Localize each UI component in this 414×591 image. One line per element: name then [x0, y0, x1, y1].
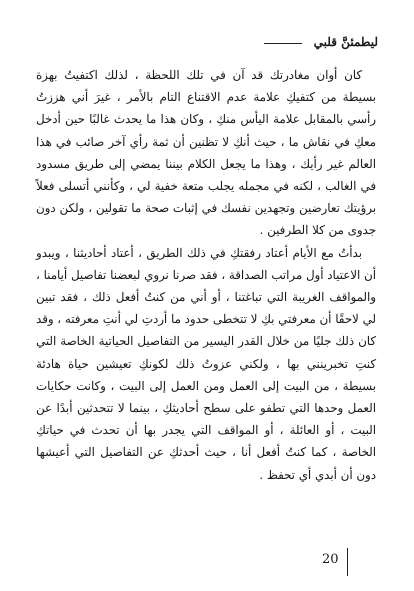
page-footer: [0, 548, 414, 578]
paragraph: كان أوان مغادرتك قد آن في تلك اللحظة ، لذلك اكتفيتُ بهزة بسيطة من كتفيكِ علامة عدم الاقتناع التام بالأمر ، غيرَ أني هززتُ رأسي بالمقابل علامة اليأس منكِ ، وكان هذا ما يحدث غالبًا حين أدخل معكِ في نقاش ما ، حيث أنكِ لا تظنين أن ثمة رأي آخر صائب في هذا العالم غير رأيك ، وهذا ما يجعل الكلام بيننا يمضي إلى طريق مسدود في الغالب ، لكنه في مجمله يجلب متعة خفية لي ، وكأنني أتسلى فعلاً برؤيتك تعارضين وتجهدين نفسك في إثبات صحة ما تقولين ، ولكن دون جدوى من كلا الطرفين .: [36, 68, 376, 238]
header-rule: [264, 43, 302, 44]
footer-rule: [347, 548, 348, 576]
body-text: [36, 64, 376, 486]
page-number: 20: [322, 552, 339, 567]
paragraph: بدأتُ مع الأيام أعتاد رفقتكِ في ذلك الطريق ، أعتاد أحاديثنا ، ويبدو أن الاعتياد أول مراتب الصداقة ، فقد صرنا نروي لبعضنا تفاصيل أيامنا ، والمواقف الغريبة التي تباغتنا ، أو أني من كنتُ أفعل ذلك ، فقد تبين لي لاحقًا أن معرفتي بكِ لا تتخطى حدود ما أردتِ لي أنتِ معرفته ، وقد كان ذلك جليًا من خلال القدر اليسير من التفاصيل الحياتية الخاصة التي كنتِ تخبرينني بها ، ولكني عزوتُ ذلك لكونكِ تعيشين حياة هادئة بسيطة ، من البيت إلى العمل ومن العمل إلى البيت ، وكانت حكايات العمل وحدها التي تطفو على سطح أحاديثكِ ، بينما لا تتحدثين أبدًا عن البيت ، أو العائلة ، أو المواقف التي يجدر بها أن تحدث في حياتكِ الخاصة ، كما كنتُ أفعل أنا ، حيث أحدثكِ عن التفاصيل التي أعيشها دون أن أبدي أي تحفظ .: [36, 245, 376, 482]
running-header-title: ليطمئنَّ قلبي: [313, 35, 378, 49]
running-header: [38, 34, 378, 54]
